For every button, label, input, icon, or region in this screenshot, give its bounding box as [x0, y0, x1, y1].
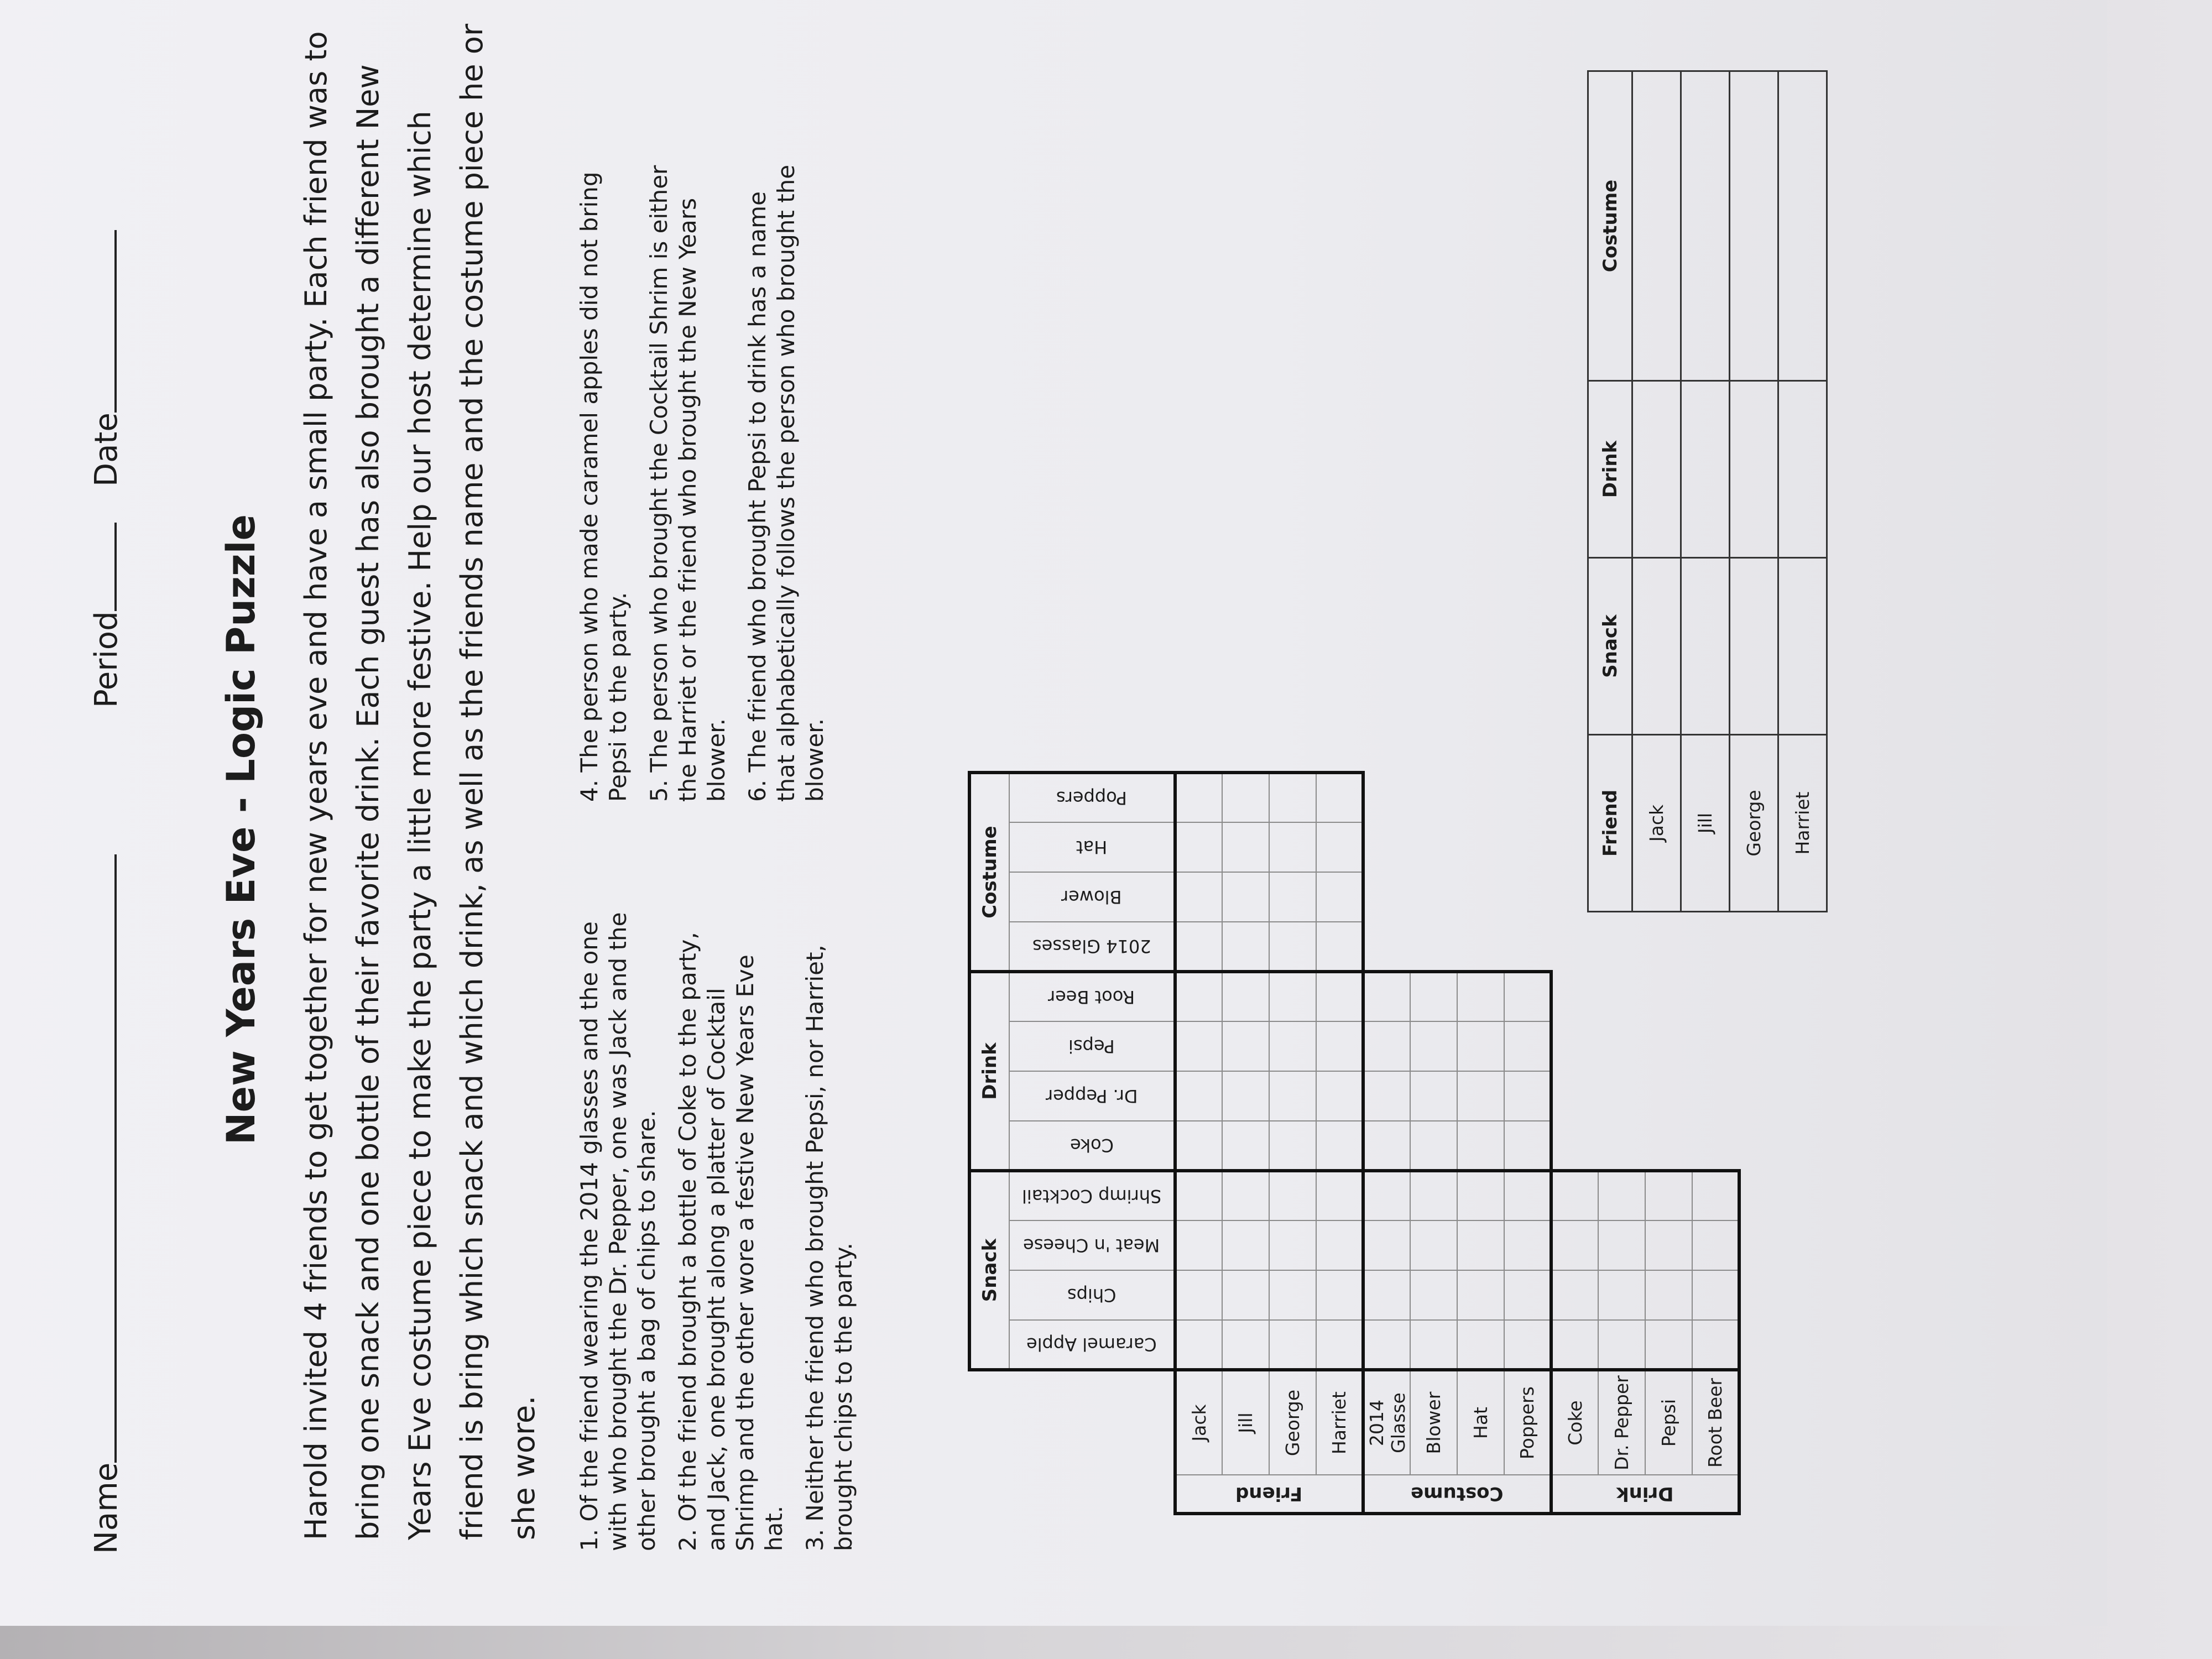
grid-cell[interactable] [1504, 1171, 1551, 1220]
answer-header: Friend [1588, 735, 1632, 912]
col-header: Coke [1009, 1121, 1175, 1171]
clues-left [575, 832, 858, 1551]
col-header: Poppers [1009, 773, 1175, 822]
grid-cell[interactable] [1692, 1220, 1739, 1270]
grid-cell[interactable] [1175, 872, 1222, 922]
grid-cell[interactable] [1410, 1171, 1457, 1220]
date-label: Date [88, 413, 124, 487]
row-label: Root Beer [1692, 1370, 1739, 1475]
answer-cell[interactable] [1632, 71, 1681, 381]
grid-cell[interactable] [1692, 1320, 1739, 1370]
answer-friend: George [1730, 735, 1778, 912]
grid-cell[interactable] [1316, 872, 1363, 922]
grid-cell[interactable] [1457, 1220, 1504, 1270]
col-header: 2014 Glasses [1009, 922, 1175, 972]
grid-cell[interactable] [1598, 1220, 1645, 1270]
answer-friend: Harriet [1778, 735, 1827, 912]
intro-paragraph [290, 3, 550, 1540]
answer-table [1587, 70, 1828, 912]
grid-cell[interactable] [1410, 1220, 1457, 1270]
clue-line: and Jack, one brought along a platter of Cocktail [703, 988, 730, 1551]
col-header: Caramel Apple [1009, 1320, 1175, 1370]
clue-line: hat. [760, 1505, 787, 1551]
grid-cell[interactable] [1410, 1071, 1457, 1121]
clue-line: 1. Of the friend wearing the 2014 glasses and the one [576, 921, 603, 1551]
answer-header: Costume [1588, 71, 1632, 381]
grid-cell[interactable] [1175, 922, 1222, 972]
grid-cell[interactable] [1269, 922, 1316, 972]
grid-cell[interactable] [1269, 1121, 1316, 1171]
answer-header: Snack [1588, 558, 1632, 735]
row-label: Jack [1175, 1370, 1222, 1475]
grid-cell[interactable] [1410, 1021, 1457, 1071]
col-header: Shrimp Cocktail [1009, 1171, 1175, 1220]
grid-cell[interactable] [1363, 972, 1410, 1021]
grid-cell[interactable] [1363, 1171, 1410, 1220]
col-header: Dr. Pepper [1009, 1071, 1175, 1121]
grid-cell[interactable] [1551, 1270, 1598, 1320]
grid-cell[interactable] [1269, 822, 1316, 872]
grid-cell[interactable] [1645, 1270, 1692, 1320]
clue-line: Shrimp and the other wore a festive New Years Eve [732, 954, 759, 1551]
grid-cell[interactable] [1269, 1270, 1316, 1320]
clue-1 [575, 832, 661, 1551]
grid-cell[interactable] [1410, 1121, 1457, 1171]
grid-cell[interactable] [1175, 1320, 1222, 1370]
grid-cell[interactable] [1175, 1071, 1222, 1121]
answer-cell[interactable] [1681, 381, 1730, 558]
grid-cell[interactable] [1457, 1121, 1504, 1171]
answer-cell[interactable] [1681, 71, 1730, 381]
clue-line: 5. The person who brought the Cocktail Shrim is either [645, 165, 672, 802]
col-group-snack: Snack [969, 1171, 1009, 1370]
grid-cell[interactable] [1222, 922, 1269, 972]
answer-cell[interactable] [1778, 71, 1827, 381]
clue-line: 4. The person who made caramel apples did not bring [576, 171, 603, 802]
grid-cell[interactable] [1457, 1270, 1504, 1320]
grid-cell[interactable] [1645, 1171, 1692, 1220]
intro-line: Years Eve costume piece to make the party a little more festive. Help our host determine which [403, 111, 437, 1540]
grid-cell[interactable] [1269, 1021, 1316, 1071]
grid-cell[interactable] [1222, 1171, 1269, 1220]
grid-cell[interactable] [1175, 773, 1222, 822]
clue-line: blower. [801, 718, 828, 802]
clue-line: brought chips to the party. [830, 1243, 857, 1551]
grid-corner [969, 1370, 1175, 1514]
grid-cell[interactable] [1410, 972, 1457, 1021]
answer-cell[interactable] [1778, 381, 1827, 558]
clue-line: blower. [703, 718, 730, 802]
col-group-costume: Costume [969, 773, 1009, 972]
grid-cell[interactable] [1175, 1270, 1222, 1320]
clue-3 [801, 832, 858, 1551]
grid-cell[interactable] [1504, 1071, 1551, 1121]
clue-line: that alphabetically follows the person who brought the [773, 164, 800, 802]
name-field[interactable] [86, 854, 124, 1554]
intro-line: bring one snack and one bottle of their favorite drink. Each guest has also brought a different New [351, 64, 385, 1540]
grid-cell[interactable] [1269, 1171, 1316, 1220]
grid-cell[interactable] [1504, 1270, 1551, 1320]
grid-cell[interactable] [1598, 1171, 1645, 1220]
grid-cell[interactable] [1551, 1320, 1598, 1370]
grid-cell[interactable] [1269, 1220, 1316, 1270]
period-field[interactable] [86, 523, 124, 708]
clue-line: Pepsi to the party. [604, 592, 632, 802]
intro-line: she wore. [507, 1395, 541, 1540]
grid-cell[interactable] [1175, 1121, 1222, 1171]
grid-cell[interactable] [1222, 1121, 1269, 1171]
row-label: George [1269, 1370, 1316, 1475]
grid-cell[interactable] [1316, 1021, 1363, 1071]
grid-cell[interactable] [1363, 1121, 1410, 1171]
row-label: 2014 Glasse [1363, 1370, 1410, 1475]
grid-cell[interactable] [1410, 1270, 1457, 1320]
grid-cell[interactable] [1316, 922, 1363, 972]
grid-cell[interactable] [1504, 1220, 1551, 1270]
grid-cell[interactable] [1363, 1320, 1410, 1370]
grid-cell[interactable] [1316, 972, 1363, 1021]
answer-cell[interactable] [1632, 381, 1681, 558]
grid-cell[interactable] [1316, 1320, 1363, 1370]
col-header: Pepsi [1009, 1021, 1175, 1071]
grid-cell[interactable] [1222, 1021, 1269, 1071]
grid-cell[interactable] [1598, 1270, 1645, 1320]
clue-2 [674, 832, 789, 1551]
grid-cell[interactable] [1222, 972, 1269, 1021]
date-blank[interactable] [86, 230, 117, 413]
grid-cell[interactable] [1316, 1071, 1363, 1121]
grid-cell[interactable] [1269, 972, 1316, 1021]
answer-cell[interactable] [1730, 71, 1778, 381]
col-header: Chips [1009, 1270, 1175, 1320]
answer-friend: Jill [1681, 735, 1730, 912]
clue-line: other brought a bag of chips to share. [633, 1110, 660, 1551]
period-label: Period [88, 611, 124, 708]
grid-cell[interactable] [1645, 1320, 1692, 1370]
row-group-costume: Costume [1363, 1475, 1551, 1514]
clue-line: the Harriet or the friend who brought the New Years [674, 198, 701, 802]
col-group-drink: Drink [969, 972, 1009, 1171]
grid-cell[interactable] [1551, 1171, 1598, 1220]
grid-cell[interactable] [1363, 1021, 1410, 1071]
grid-cell[interactable] [1457, 972, 1504, 1021]
clue-6 [743, 28, 830, 802]
col-header: Meat 'n Cheese [1009, 1220, 1175, 1270]
row-label: Poppers [1504, 1370, 1551, 1475]
grid-cell[interactable] [1175, 822, 1222, 872]
grid-cell[interactable] [1222, 1220, 1269, 1270]
clues-right [575, 28, 830, 802]
grid-cell[interactable] [1504, 1320, 1551, 1370]
grid-cell[interactable] [1175, 1021, 1222, 1071]
grid-cell[interactable] [1175, 972, 1222, 1021]
grid-cell[interactable] [1269, 773, 1316, 822]
grid-cell[interactable] [1269, 1320, 1316, 1370]
grid-cell[interactable] [1222, 1071, 1269, 1121]
grid-cell[interactable] [1316, 773, 1363, 822]
clue-4 [575, 28, 633, 802]
grid-cell[interactable] [1316, 1121, 1363, 1171]
row-label: Hat [1457, 1370, 1504, 1475]
grid-cell[interactable] [1457, 1021, 1504, 1071]
row-group-drink: Drink [1551, 1475, 1739, 1514]
grid-cell[interactable] [1692, 1270, 1739, 1320]
clue-line: 2. Of the friend brought a bottle of Coke to the party, [674, 932, 701, 1551]
row-group-friend: Friend [1175, 1475, 1363, 1514]
grid-cell[interactable] [1316, 1270, 1363, 1320]
grid-cell[interactable] [1316, 1171, 1363, 1220]
grid-cell[interactable] [1598, 1320, 1645, 1370]
answer-cell[interactable] [1632, 558, 1681, 735]
grid-cell[interactable] [1222, 1320, 1269, 1370]
answer-header: Drink [1588, 381, 1632, 558]
grid-cell[interactable] [1363, 1071, 1410, 1121]
row-label: Harriet [1316, 1370, 1363, 1475]
answer-cell[interactable] [1681, 558, 1730, 735]
col-header: Blower [1009, 872, 1175, 922]
grid-cell[interactable] [1316, 822, 1363, 872]
name-blank[interactable] [86, 854, 117, 1463]
answer-cell[interactable] [1730, 381, 1778, 558]
col-header: Hat [1009, 822, 1175, 872]
grid-cell[interactable] [1175, 1171, 1222, 1220]
page-title: New Years Eve - Logic Puzzle [218, 514, 264, 1145]
grid-cell[interactable] [1457, 1171, 1504, 1220]
row-label: Jill [1222, 1370, 1269, 1475]
grid-cell[interactable] [1457, 1320, 1504, 1370]
grid-cell[interactable] [1645, 1220, 1692, 1270]
grid-cell[interactable] [1363, 1220, 1410, 1270]
grid-cell[interactable] [1316, 1220, 1363, 1270]
grid-cell[interactable] [1222, 1270, 1269, 1320]
clue-5 [645, 28, 731, 802]
row-label: Dr. Pepper [1598, 1370, 1645, 1475]
answer-friend: Jack [1632, 735, 1681, 912]
row-label: Blower [1410, 1370, 1457, 1475]
clue-line: 3. Neither the friend who brought Pepsi, nor Harriet, [801, 945, 828, 1551]
date-field[interactable] [86, 230, 124, 487]
grid-cell[interactable] [1551, 1220, 1598, 1270]
clue-line: 6. The friend who brought Pepsi to drink has a name [744, 191, 771, 802]
grid-empty-area [1551, 972, 1739, 1171]
grid-cell[interactable] [1222, 822, 1269, 872]
grid-cell[interactable] [1269, 1071, 1316, 1121]
grid-cell[interactable] [1504, 1121, 1551, 1171]
row-label: Pepsi [1645, 1370, 1692, 1475]
grid-cell[interactable] [1692, 1171, 1739, 1220]
grid-cell[interactable] [1269, 872, 1316, 922]
grid-cell[interactable] [1504, 972, 1551, 1021]
grid-cell[interactable] [1457, 1071, 1504, 1121]
answer-cell[interactable] [1778, 558, 1827, 735]
grid-cell[interactable] [1222, 872, 1269, 922]
grid-cell[interactable] [1175, 1220, 1222, 1270]
intro-line: friend is bring which snack and which drink, as well as the friends name and the costume piece he or [455, 23, 489, 1540]
grid-cell[interactable] [1222, 773, 1269, 822]
answer-cell[interactable] [1730, 558, 1778, 735]
grid-cell[interactable] [1410, 1320, 1457, 1370]
clue-line: with who brought the Dr. Pepper, one was Jack and the [604, 912, 632, 1551]
col-header: Root Beer [1009, 972, 1175, 1021]
period-blank[interactable] [86, 523, 117, 611]
intro-line: Harold invited 4 friends to get together for new years eve and have a small party. Each friend was to [299, 31, 333, 1540]
name-label: Name [88, 1462, 124, 1554]
row-label: Coke [1551, 1370, 1598, 1475]
grid-cell[interactable] [1363, 1270, 1410, 1320]
grid-cell[interactable] [1504, 1021, 1551, 1071]
